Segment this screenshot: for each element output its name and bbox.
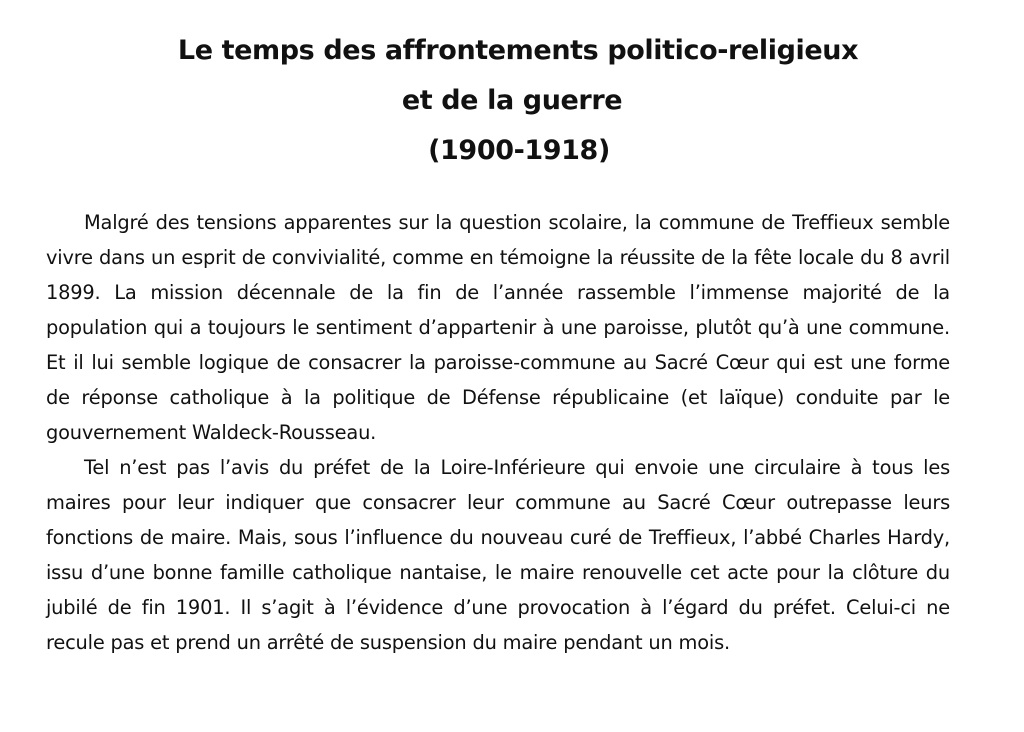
title-line-2: et de la guerre: [401, 85, 623, 116]
title-line-3: (1900-1918): [428, 135, 610, 166]
paragraph-2: Tel n’est pas l’avis du préfet de la Loire-Inférieure qui envoie une circulaire à tous les maires pour leur indiquer que consacrer leur commune au Sacré Cœur outrepasse leurs fonctions de maire. Mais, sous l’influence du nouveau curé de Treffieux, l’abbé Charles Hardy, issu d’une bonne famille catholique nantaise, le maire renouvelle cet acte pour la clôture du jubilé de fin 1901. Il s’agit à l’évidence d’une provocation à l’égard du préfet. Celui-ci ne recule pas et prend un arrêté de suspension du maire pendant un mois.: [46, 456, 950, 654]
paragraph-1: Malgré des tensions apparentes sur la question scolaire, la commune de Treffieux semble vivre dans un esprit de convivialité, comme en témoigne la réussite de la fête locale du 8 avril 1899. La mission décennale de la fin de l’année rassemble l’immense majorité de la population qui a toujours le sentiment d’appartenir à une paroisse, plutôt qu’à une commune. Et il lui semble logique de consacrer la paroisse-commune au Sacré Cœur qui est une forme de réponse catholique à la politique de Défense républicaine (et laïque) conduite par le gouvernement Waldeck-Rousseau.: [46, 211, 950, 444]
page-title: [0, 26, 1024, 176]
title-line-1: Le temps des affrontements politico-religieux: [177, 35, 859, 66]
body-text: [46, 205, 950, 660]
